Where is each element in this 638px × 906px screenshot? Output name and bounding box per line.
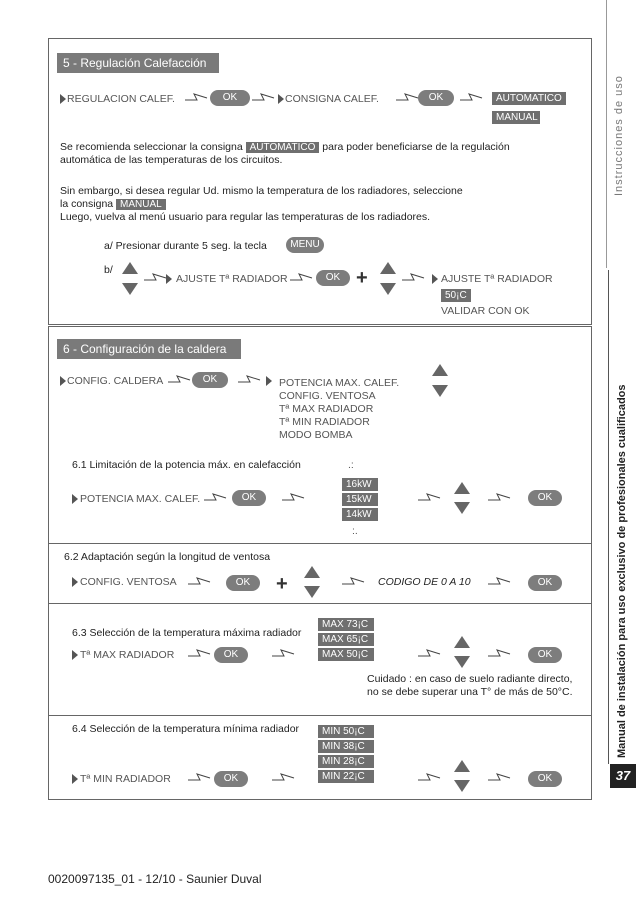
arrow-right-icon <box>416 648 442 660</box>
code-range-text: CODIGO DE 0 A 10 <box>378 576 471 588</box>
paragraph-1-text-a: Se recomienda seleccionar la consigna <box>60 141 243 153</box>
arrow-down-icon[interactable] <box>432 385 448 397</box>
ok-button[interactable]: OK <box>528 575 562 591</box>
min-value-22: MIN 22¡C <box>318 770 374 783</box>
pointer-icon <box>72 774 78 784</box>
arrow-right-icon <box>202 492 228 504</box>
arrow-right-icon <box>486 576 512 588</box>
arrow-right-icon <box>400 272 426 284</box>
pointer-icon <box>266 376 272 386</box>
reg-calef-label: REGULACION CALEF. <box>67 93 175 105</box>
menu-item-modo-bomba[interactable]: MODO BOMBA <box>279 429 353 441</box>
arrow-right-icon <box>486 772 512 784</box>
ok-button[interactable]: OK <box>210 90 250 106</box>
section-6-3-title: 6.3 Selección de la temperatura máxima radiador <box>72 627 302 639</box>
ok-button[interactable]: OK <box>528 771 562 787</box>
section-5-title: 5 - Regulación Calefacción <box>57 53 219 73</box>
footer-doc-ref: 0020097135_01 - 12/10 - Saunier Duval <box>48 872 262 886</box>
arrow-right-icon <box>416 772 442 784</box>
arrow-up-icon[interactable] <box>380 262 396 274</box>
min-value-28: MIN 28¡C <box>318 755 374 768</box>
power-value-16: 16kW <box>342 478 378 491</box>
ok-button[interactable]: OK <box>316 270 350 286</box>
paragraph-2-text-c: Luego, vuelva al menú usuario para regular las temperaturas de los radiadores. <box>60 211 431 223</box>
sidebar-section-label: Instrucciones de uso <box>613 75 625 196</box>
arrow-right-icon <box>186 772 212 784</box>
paragraph-1-text-c: automática de las temperaturas de los circuitos. <box>60 154 283 166</box>
menu-item-ventosa[interactable]: CONFIG. VENTOSA <box>279 390 376 402</box>
power-value-14: 14kW <box>342 508 378 521</box>
section-6-1-title: 6.1 Limitación de la potencia máx. en calefacción <box>72 459 301 471</box>
arrow-right-icon <box>416 492 442 504</box>
menu-item-max-radiador[interactable]: Tª MAX RADIADOR <box>279 403 374 415</box>
step-b-label: b/ <box>104 264 113 276</box>
ajuste-label: AJUSTE Tª RADIADOR <box>176 273 288 285</box>
arrow-right-icon <box>142 272 168 284</box>
arrow-up-icon[interactable] <box>304 566 320 578</box>
max-value-73: MAX 73¡C <box>318 618 374 631</box>
arrow-down-icon[interactable] <box>454 656 470 668</box>
pointer-icon <box>166 274 172 284</box>
option-automatico[interactable]: AUTOMATICO <box>492 92 566 105</box>
plus-icon: + <box>276 573 288 595</box>
consigna-calef-label: CONSIGNA CALEF. <box>285 93 379 105</box>
arrow-down-icon[interactable] <box>380 283 396 295</box>
ajuste-label: AJUSTE Tª RADIADOR <box>441 273 553 285</box>
page-number: 37 <box>610 764 636 788</box>
pointer-icon <box>60 94 66 104</box>
pointer-icon <box>72 650 78 660</box>
config-caldera-label: CONFIG. CALDERA <box>67 375 164 387</box>
arrow-up-icon[interactable] <box>122 262 138 274</box>
sidebar-manual-label: Manual de instalación para uso exclusivo de profesionales cualificados <box>616 384 628 758</box>
ok-button[interactable]: OK <box>214 771 248 787</box>
inline-automatico-tag: AUTOMATICO <box>246 142 320 153</box>
pointer-icon <box>60 376 66 386</box>
ventosa-label: CONFIG. VENTOSA <box>80 576 177 588</box>
arrow-right-icon <box>486 648 512 660</box>
arrow-right-icon <box>186 576 212 588</box>
arrow-right-icon <box>270 772 296 784</box>
arrow-up-icon[interactable] <box>454 636 470 648</box>
section-6-title: 6 - Configuración de la caldera <box>57 339 241 359</box>
section-6-2-title: 6.2 Adaptación según la longitud de ventosa <box>64 551 271 563</box>
arrow-up-icon[interactable] <box>454 482 470 494</box>
paragraph-2 <box>60 185 580 224</box>
pointer-icon <box>72 494 78 504</box>
pointer-icon <box>72 577 78 587</box>
arrow-right-icon <box>394 92 420 104</box>
arrow-right-icon <box>236 374 262 386</box>
arrow-down-icon[interactable] <box>304 586 320 598</box>
arrow-up-icon[interactable] <box>432 364 448 376</box>
pointer-icon <box>432 274 438 284</box>
pointer-icon <box>278 94 284 104</box>
ok-button[interactable]: OK <box>226 575 260 591</box>
arrow-right-icon <box>250 92 276 104</box>
arrow-down-icon[interactable] <box>454 502 470 514</box>
arrow-right-icon <box>186 648 212 660</box>
ok-button[interactable]: OK <box>418 90 454 106</box>
paragraph-2-text-a: Sin embargo, si desea regular Ud. mismo la temperatura de los radiadores, seleccione <box>60 185 463 197</box>
ok-button[interactable]: OK <box>214 647 248 663</box>
validar-text: VALIDAR CON OK <box>441 305 530 317</box>
dots-top: .: <box>348 459 354 471</box>
max-value-50: MAX 50¡C <box>318 648 374 661</box>
section-6-4-title: 6.4 Selección de la temperatura mínima radiador <box>72 723 300 735</box>
warning-line-2: no se debe superar una T° de más de 50°C. <box>367 686 573 698</box>
arrow-right-icon <box>288 272 314 284</box>
min-value-50: MIN 50¡C <box>318 725 374 738</box>
dots-bottom: :. <box>352 525 358 537</box>
arrow-right-icon <box>270 648 296 660</box>
paragraph-2-text-b: la consigna <box>60 198 114 210</box>
warning-line-1: Cuidado : en caso de suelo radiante directo, <box>367 673 573 685</box>
temp-value-tag: 50¡C <box>441 289 471 302</box>
ok-button[interactable]: OK <box>528 490 562 506</box>
arrow-right-icon <box>280 492 306 504</box>
arrow-right-icon <box>340 576 366 588</box>
min-value-38: MIN 38¡C <box>318 740 374 753</box>
paragraph-1-text-b: para poder beneficiarse de la regulación <box>322 141 510 153</box>
arrow-right-icon <box>183 92 209 104</box>
arrow-down-icon[interactable] <box>454 780 470 792</box>
min-radiador-label: Tª MIN RADIADOR <box>80 773 171 785</box>
ok-button[interactable]: OK <box>232 490 266 506</box>
ok-button[interactable]: OK <box>528 647 562 663</box>
option-manual[interactable]: MANUAL <box>492 111 540 124</box>
arrow-right-icon <box>486 492 512 504</box>
menu-item-potencia[interactable]: POTENCIA MAX. CALEF. <box>279 377 400 389</box>
plus-icon: + <box>356 267 368 289</box>
menu-item-min-radiador[interactable]: Tª MIN RADIADOR <box>279 416 370 428</box>
step-a-text: a/ Presionar durante 5 seg. la tecla <box>104 240 267 252</box>
ok-button[interactable]: OK <box>192 372 228 388</box>
arrow-right-icon <box>458 92 484 104</box>
max-value-65: MAX 65¡C <box>318 633 374 646</box>
menu-button[interactable]: MENU <box>286 237 324 253</box>
potencia-label: POTENCIA MAX. CALEF. <box>80 493 201 505</box>
arrow-down-icon[interactable] <box>122 283 138 295</box>
arrow-up-icon[interactable] <box>454 760 470 772</box>
inline-manual-tag: MANUAL <box>116 199 166 210</box>
power-value-15: 15kW <box>342 493 378 506</box>
max-radiador-label: Tª MAX RADIADOR <box>80 649 175 661</box>
arrow-right-icon <box>166 374 192 386</box>
paragraph-1 <box>60 141 580 167</box>
